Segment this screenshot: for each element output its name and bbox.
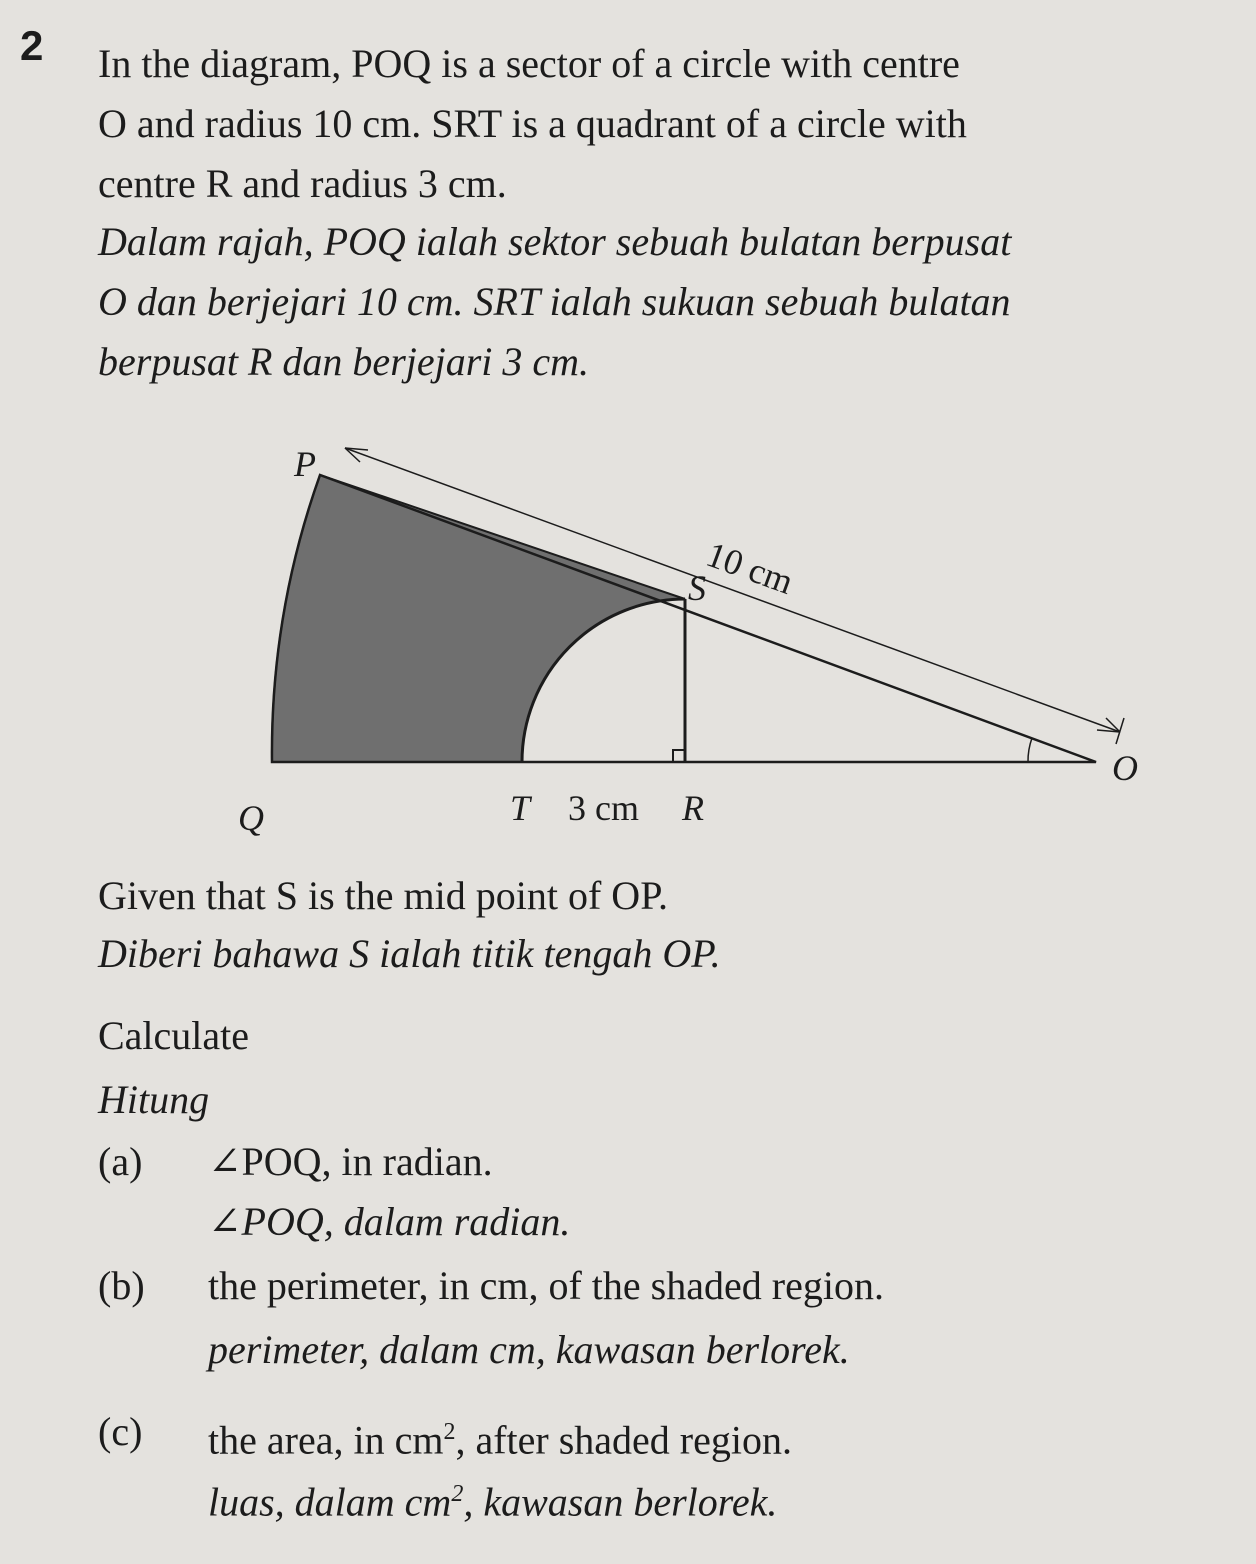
intro-ms-line-1: Dalam rajah, POQ ialah sektor sebuah bulatan berpusat bbox=[98, 219, 1012, 264]
intro-en-line-3: centre R and radius 3 cm. bbox=[98, 161, 507, 206]
intro-ms-line-2: O dan berjejari 10 cm. SRT ialah sukuan sebuah bulatan bbox=[98, 279, 1011, 324]
label-s: S bbox=[688, 568, 706, 608]
question-number: 2 bbox=[20, 22, 44, 69]
part-b-text-ms: perimeter, dalam cm, kawasan berlorek. bbox=[208, 1327, 850, 1372]
label-t: T bbox=[510, 788, 531, 828]
calculate-ms: Hitung bbox=[98, 1077, 210, 1122]
part-c-text-en: the area, in $cm^2$, after shaded region. bbox=[208, 1417, 792, 1463]
part-a-text-ms: ∠POQ, dalam radian. bbox=[208, 1199, 571, 1244]
sector-diagram bbox=[0, 410, 1256, 840]
shaded-region bbox=[272, 475, 685, 762]
label-tr-length: 3 cm bbox=[568, 788, 639, 828]
part-a-text-en: ∠POQ, in radian. bbox=[208, 1139, 493, 1184]
calculate-en: Calculate bbox=[98, 1013, 250, 1058]
intro-en-line-1: In the diagram, POQ is a sector of a circle with centre bbox=[98, 41, 960, 86]
part-b-text-en: the perimeter, in cm, of the shaded region. bbox=[208, 1263, 884, 1308]
label-q: Q bbox=[238, 798, 264, 838]
intro-en-line-2: O and radius 10 cm. SRT is a quadrant of a circle with bbox=[98, 101, 967, 146]
label-p: P bbox=[294, 444, 316, 484]
label-o: O bbox=[1112, 748, 1138, 788]
part-a-label: (a) bbox=[98, 1139, 143, 1184]
right-angle-marker bbox=[673, 750, 685, 762]
label-r: R bbox=[682, 788, 704, 828]
label-op-length: 10 cm bbox=[701, 533, 799, 602]
part-b-label: (b) bbox=[98, 1263, 145, 1308]
angle-arc-o bbox=[1028, 738, 1032, 762]
given-en: Given that S is the mid point of OP. bbox=[98, 873, 668, 918]
given-ms: Diberi bahawa S ialah titik tengah OP. bbox=[98, 931, 721, 976]
intro-ms-line-3: berpusat R dan berjejari 3 cm. bbox=[98, 339, 590, 384]
part-c-label: (c) bbox=[98, 1409, 143, 1454]
part-c-text-ms: luas, dalam $cm^2$, kawasan berlorek. bbox=[208, 1479, 778, 1525]
